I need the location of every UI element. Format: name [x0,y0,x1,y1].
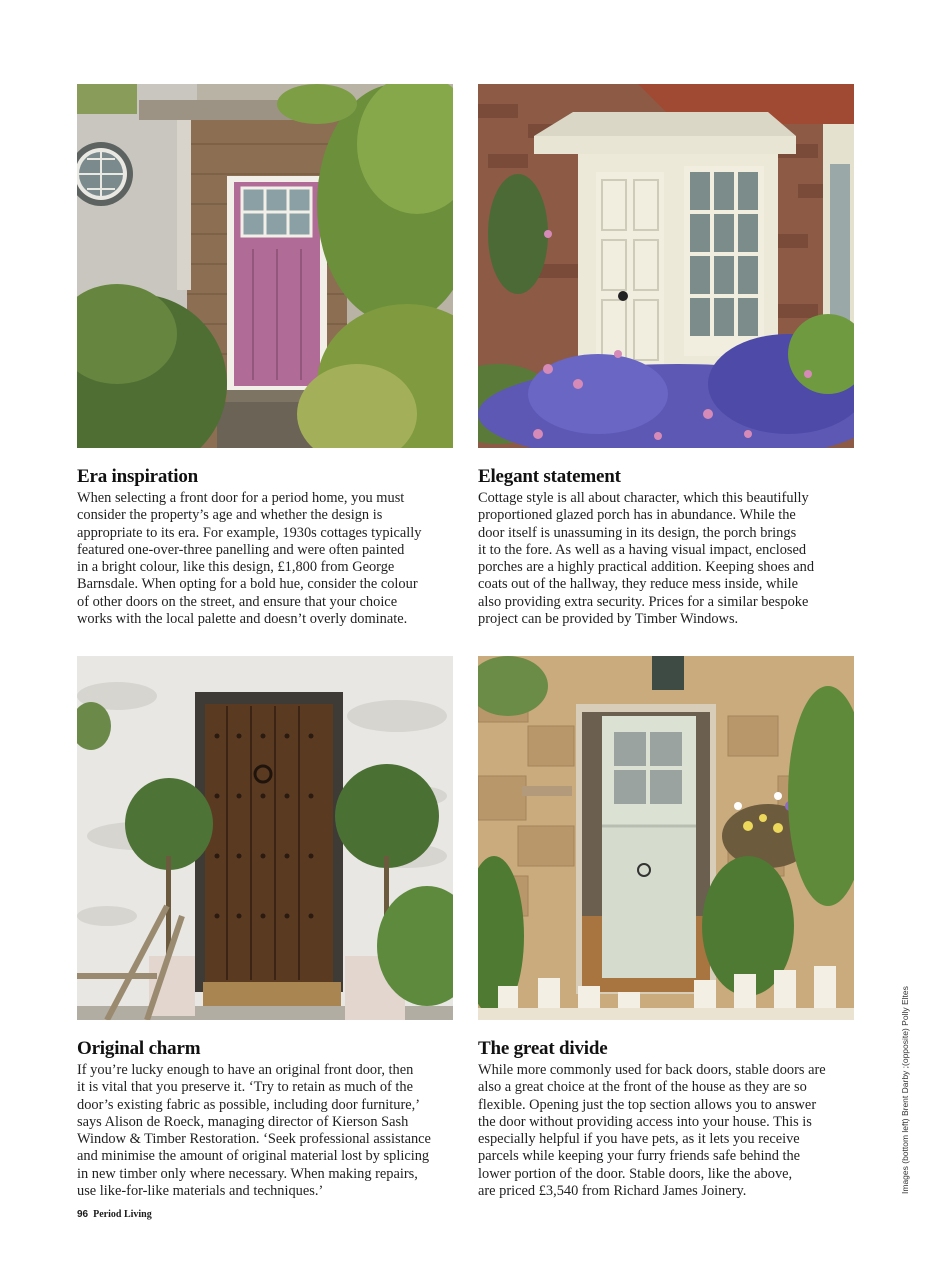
section-original-charm [77,1038,457,1200]
section-heading: Era inspiration [77,466,199,487]
image-credit: Images (bottom left) Brent Darby ;(opposite) Polly Eltes [900,986,910,1194]
section-elegant-statement [478,466,858,628]
photo-glazed-porch [478,84,854,448]
section-heading: The great divide [478,1038,608,1059]
section-body: If you’re lucky enough to have an original front door, then it is vital that you preserve it. ‘Try to retain as much of the door’s existing fabric as possible, including door furniture,’ says Alison de Roeck, managing director of Kierson Sash Window & Timber Restoration. ‘Seek professional assistance and minimise the amount of original material lost by splicing in new timber only where necessary. When making repairs, use like-for-like materials and techniques.’ [77,1062,431,1200]
section-body: While more commonly used for back doors, stable doors are also a great choice at the front of the house as they are so flexible. Opening just the top section allows you to answer the door without providing access into your house. This is especially helpful if you have pets, as it lets you receive parcels while keeping your furry friends safe behind the lower portion of the door. Stable doors, like the above, are priced £3,540 from Richard James Joinery. [478,1062,826,1200]
photo-stable-door [478,656,854,1020]
section-era-inspiration [77,466,457,628]
section-heading: Original charm [77,1038,201,1059]
magazine-name: Period Living [93,1209,152,1220]
section-body: Cottage style is all about character, which this beautifully proportioned glazed porch has in abundance. While the door itself is unassuming in its design, the porch brings it to the fore. As well as a having visual impact, enclosed porches are a highly practical addition. Keeping shoes and coats out of the hallway, they reduce mess inside, while also providing extra security. Prices for a similar bespoke project can be provided by Timber Windows. [478,490,815,628]
photo-studded-door [77,656,453,1020]
section-body: When selecting a front door for a period home, you must consider the property’s age and whether the design is appropriate to its era. For example, 1930s cottages typically featured one-over-three panelling and were often painted in a bright colour, like this design, £1,800 from George Barnsdale. When opting for a bold hue, consider the colour of other doors on the street, and ensure that your choice works with the local palette and doesn’t overly dominate. [77,490,422,628]
section-heading: Elegant statement [478,466,621,487]
page-number: 96 [77,1209,89,1220]
photo-pink-door [77,84,453,448]
page-footer [77,1208,152,1222]
section-the-great-divide [478,1038,858,1200]
